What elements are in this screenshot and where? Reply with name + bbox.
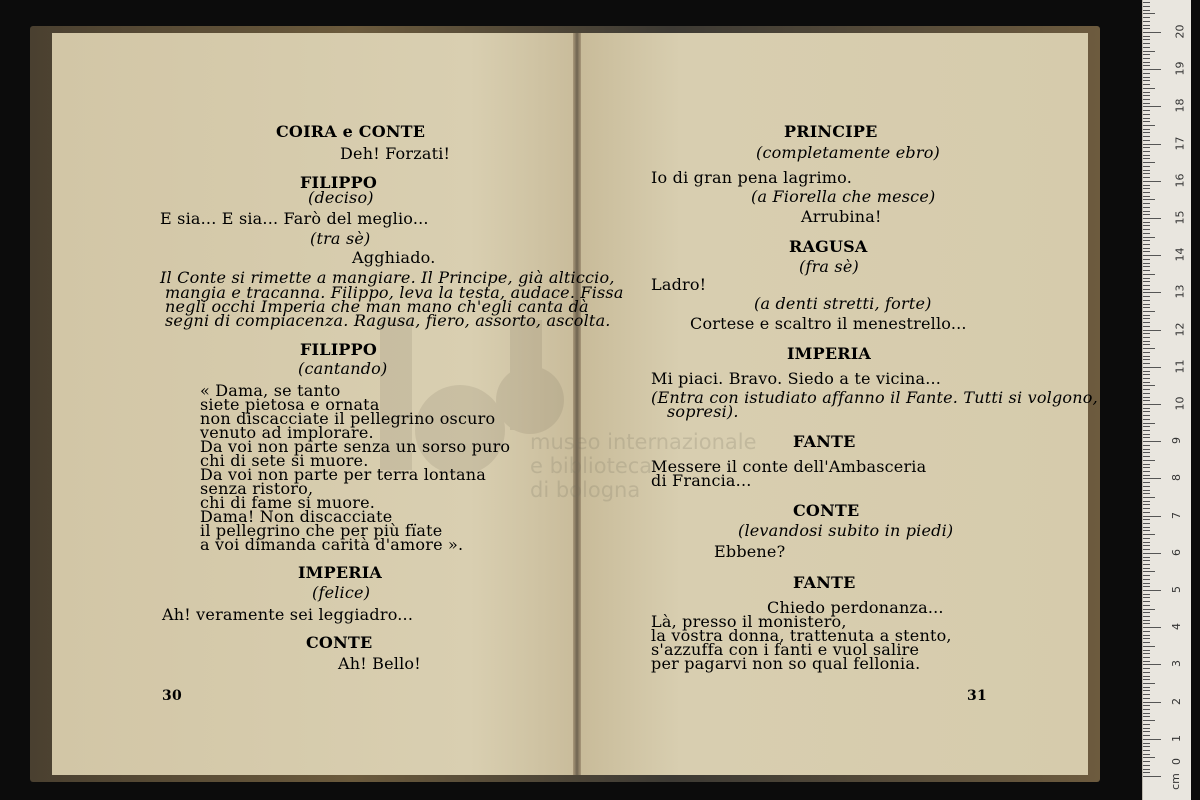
- watermark-line: di bologna: [530, 478, 641, 502]
- ruler-tick: [1143, 519, 1150, 520]
- ruler-tick: [1143, 508, 1150, 509]
- ruler-tick: [1143, 434, 1150, 435]
- ruler-tick: [1143, 419, 1150, 420]
- ruler-tick: [1143, 661, 1150, 662]
- ruler-tick: [1143, 13, 1155, 14]
- verse-line: Da voi non parte senza un sorso puro: [200, 437, 511, 456]
- ruler-tick: [1143, 47, 1150, 48]
- ruler-tick: [1143, 144, 1161, 145]
- ruler-tick: [1143, 333, 1150, 334]
- ruler-tick: [1143, 501, 1150, 502]
- ruler-tick: [1143, 478, 1161, 479]
- ruler-number: 19: [1173, 61, 1187, 76]
- ruler-tick: [1143, 367, 1161, 368]
- ruler-tick: [1143, 497, 1155, 498]
- ruler-tick: [1143, 575, 1150, 576]
- ruler-tick: [1143, 616, 1150, 617]
- ruler-tick: [1143, 754, 1150, 755]
- ruler-tick: [1143, 300, 1150, 301]
- ruler-tick: [1143, 43, 1150, 44]
- ruler-tick: [1143, 292, 1161, 293]
- book-gutter: [573, 33, 581, 775]
- ruler-tick: [1143, 32, 1161, 33]
- ruler-number: 7: [1170, 511, 1183, 519]
- watermark-text: [530, 430, 757, 502]
- page-number-left: 30: [162, 688, 182, 704]
- speaker-filippo: FILIPPO: [300, 173, 377, 192]
- ruler-tick: [1143, 173, 1150, 174]
- page-number-right: 31: [967, 688, 987, 704]
- ruler-tick: [1143, 601, 1150, 602]
- dialogue-line: E sia... E sia... Farò del meglio...: [160, 209, 429, 228]
- ruler-tick: [1143, 657, 1150, 658]
- ruler-tick: [1143, 653, 1150, 654]
- ruler-tick: [1143, 445, 1150, 446]
- ruler-tick: [1143, 490, 1150, 491]
- ruler-tick: [1143, 296, 1150, 297]
- ruler-tick: [1143, 393, 1150, 394]
- ruler-tick: [1143, 408, 1150, 409]
- ruler-tick: [1143, 709, 1150, 710]
- ruler-tick: [1143, 724, 1150, 725]
- ruler-tick: [1143, 664, 1161, 665]
- measurement-ruler: [1142, 0, 1191, 800]
- ruler-tick: [1143, 121, 1150, 122]
- ruler-tick: [1143, 583, 1150, 584]
- ruler-tick: [1143, 464, 1150, 465]
- verse-line: chi di fame si muore.: [200, 493, 376, 512]
- ruler-tick: [1143, 564, 1150, 565]
- ruler-tick: [1143, 214, 1150, 215]
- ruler-tick: [1143, 356, 1150, 357]
- ruler-tick: [1143, 512, 1150, 513]
- ruler-tick: [1143, 676, 1150, 677]
- speaker-conte: CONTE: [306, 633, 373, 652]
- ruler-tick: [1143, 772, 1150, 773]
- ruler-tick: [1143, 612, 1150, 613]
- ruler-number: 6: [1170, 548, 1183, 556]
- ruler-tick: [1143, 222, 1150, 223]
- ruler-tick: [1143, 728, 1150, 729]
- ruler-tick: [1143, 720, 1155, 721]
- ruler-tick: [1143, 597, 1150, 598]
- ruler-tick: [1143, 341, 1150, 342]
- ruler-tick: [1143, 36, 1150, 37]
- ruler-tick: [1143, 411, 1150, 412]
- ruler-tick: [1143, 437, 1150, 438]
- ruler-number: 0: [1170, 758, 1183, 765]
- verse-line: la vostra donna, trattenuta a stento,: [651, 626, 952, 645]
- dialogue-line: Arrubina!: [801, 207, 882, 226]
- ruler-tick: [1143, 185, 1150, 186]
- dialogue-line: Messere il conte dell'Ambasceria: [651, 457, 927, 476]
- verse-line: per pagarvi non so qual fellonia.: [651, 654, 921, 673]
- ruler-tick: [1143, 255, 1161, 256]
- ruler-tick: [1143, 58, 1150, 59]
- ruler-tick: [1143, 125, 1155, 126]
- verse-line: « Dama, se tanto: [200, 381, 341, 400]
- ruler-tick: [1143, 538, 1150, 539]
- ruler-tick: [1143, 460, 1155, 461]
- ruler-tick: [1143, 739, 1161, 740]
- verse-line: a voi dimanda carità d'amore ».: [200, 535, 464, 554]
- ruler-tick: [1143, 542, 1150, 543]
- stage-direction: (completamente ebro): [756, 143, 940, 162]
- ruler-tick: [1143, 192, 1150, 193]
- ruler-tick: [1143, 363, 1150, 364]
- ruler-number: 14: [1173, 247, 1187, 262]
- ruler-tick: [1143, 404, 1161, 405]
- ruler-tick: [1143, 683, 1155, 684]
- speaker-fante: FANTE: [793, 432, 856, 451]
- verse-line: Là, presso il monistero,: [651, 612, 847, 631]
- speaker-conte: CONTE: [793, 501, 860, 520]
- ruler-number: 3: [1170, 660, 1183, 668]
- ruler-tick: [1143, 590, 1161, 591]
- verse-line: siete pietosa e ornata: [200, 395, 380, 414]
- ruler-number: 1: [1170, 734, 1183, 742]
- ruler-tick: [1143, 281, 1150, 282]
- ruler-tick: [1143, 523, 1150, 524]
- ruler-tick: [1143, 274, 1155, 275]
- ruler-tick: [1143, 6, 1150, 7]
- dialogue-line: Agghiado.: [352, 248, 436, 267]
- speaker-imperia: IMPERIA: [787, 344, 872, 363]
- watermark-line: museo internazionale: [530, 430, 757, 454]
- verse-line: chi di sete si muore.: [200, 451, 369, 470]
- ruler-tick: [1143, 560, 1150, 561]
- speaker-ragusa: RAGUSA: [789, 237, 868, 256]
- ruler-tick: [1143, 761, 1150, 762]
- ruler-tick: [1143, 571, 1155, 572]
- ruler-tick: [1143, 605, 1150, 606]
- ruler-tick: [1143, 278, 1150, 279]
- ruler-tick: [1143, 322, 1150, 323]
- ruler-tick: [1143, 140, 1150, 141]
- ruler-tick: [1143, 207, 1150, 208]
- stage-direction: (tra sè): [310, 229, 371, 248]
- ruler-tick: [1143, 103, 1150, 104]
- ruler-tick: [1143, 285, 1150, 286]
- ruler-tick: [1143, 698, 1150, 699]
- ruler-tick: [1143, 534, 1155, 535]
- ruler-tick: [1143, 21, 1150, 22]
- ruler-tick: [1143, 199, 1155, 200]
- dialogue-line: di Francia...: [651, 471, 752, 490]
- ruler-unit: cm: [1168, 773, 1182, 790]
- stage-direction: Il Conte si rimette a mangiare. Il Principe, già alticcio,: [160, 268, 615, 287]
- ruler-tick: [1143, 95, 1150, 96]
- speaker-coira-conte: COIRA e CONTE: [276, 122, 426, 141]
- ruler-tick: [1143, 330, 1161, 331]
- ruler-tick: [1143, 452, 1150, 453]
- ruler-tick: [1143, 132, 1150, 133]
- ruler-tick: [1143, 17, 1150, 18]
- ruler-tick: [1143, 545, 1150, 546]
- stage-direction: (deciso): [308, 188, 374, 207]
- ruler-tick: [1143, 746, 1150, 747]
- ruler-tick: [1143, 389, 1150, 390]
- ruler-tick: [1143, 25, 1150, 26]
- ruler-tick: [1143, 158, 1150, 159]
- stage-direction: sopresi).: [667, 402, 739, 421]
- ruler-tick: [1143, 586, 1150, 587]
- ruler-number: 11: [1173, 359, 1187, 374]
- ruler-tick: [1143, 516, 1161, 517]
- ruler-tick: [1143, 456, 1150, 457]
- ruler-tick: [1143, 344, 1150, 345]
- dialogue-line: Ebbene?: [714, 542, 786, 561]
- ruler-tick: [1143, 609, 1155, 610]
- ruler-tick: [1143, 270, 1150, 271]
- ruler-tick: [1143, 225, 1150, 226]
- speaker-imperia: IMPERIA: [298, 563, 383, 582]
- ruler-number: 20: [1173, 24, 1187, 39]
- ruler-tick: [1143, 702, 1161, 703]
- ruler-tick: [1143, 318, 1150, 319]
- ruler-tick: [1143, 430, 1150, 431]
- ruler-tick: [1143, 251, 1150, 252]
- verse-line: s'azzuffa con i fanti e vuol salire: [651, 640, 920, 659]
- ruler-tick: [1143, 211, 1150, 212]
- ruler-tick: [1143, 423, 1155, 424]
- ruler-tick: [1143, 2, 1150, 3]
- stage-direction: (cantando): [298, 359, 388, 378]
- ruler-tick: [1143, 493, 1150, 494]
- ruler-tick: [1143, 166, 1150, 167]
- ruler-tick: [1143, 73, 1150, 74]
- ruler-number: 15: [1173, 210, 1187, 225]
- ruler-tick: [1143, 136, 1150, 137]
- dialogue-line: Ah! Bello!: [338, 654, 421, 673]
- ruler-tick: [1143, 240, 1150, 241]
- ruler-tick: [1143, 92, 1150, 93]
- stage-direction: (fra sè): [799, 257, 859, 276]
- ruler-number: 2: [1170, 697, 1183, 705]
- speaker-fante: FANTE: [793, 573, 856, 592]
- dialogue-line: Ladro!: [651, 275, 707, 294]
- ruler-tick: [1143, 694, 1150, 695]
- ruler-tick: [1143, 99, 1150, 100]
- ruler-tick: [1143, 155, 1150, 156]
- dialogue-line: Ah! veramente sei leggiadro...: [162, 605, 414, 624]
- ruler-tick: [1143, 170, 1150, 171]
- ruler-tick: [1143, 467, 1150, 468]
- stage-direction: (a denti stretti, forte): [754, 294, 932, 313]
- ruler-tick: [1143, 118, 1150, 119]
- ruler-tick: [1143, 627, 1161, 628]
- dialogue-line: Deh! Forzati!: [340, 144, 451, 163]
- ruler-tick: [1143, 371, 1150, 372]
- ruler-tick: [1143, 110, 1150, 111]
- ruler-number: 8: [1170, 474, 1183, 482]
- ruler-tick: [1143, 10, 1150, 11]
- ruler-tick: [1143, 415, 1150, 416]
- ruler-tick: [1143, 203, 1150, 204]
- ruler-tick: [1143, 162, 1155, 163]
- ruler-tick: [1143, 642, 1150, 643]
- stage-direction: negli occhi Imperia che man mano ch'egli canta dà: [165, 297, 589, 316]
- ruler-tick: [1143, 69, 1161, 70]
- dialogue-line: Mi piaci. Bravo. Siedo a te vicina...: [651, 369, 942, 388]
- ruler-tick: [1143, 631, 1150, 632]
- ruler-tick: [1143, 88, 1155, 89]
- ruler-tick: [1143, 397, 1150, 398]
- speaker-principe: PRINCIPE: [784, 122, 878, 141]
- ruler-tick: [1143, 382, 1150, 383]
- ruler-tick: [1143, 400, 1150, 401]
- ruler-tick: [1143, 623, 1150, 624]
- ruler-tick: [1143, 757, 1155, 758]
- ruler-tick: [1143, 426, 1150, 427]
- ruler-tick: [1143, 348, 1155, 349]
- ruler-tick: [1143, 486, 1150, 487]
- ruler-tick: [1143, 731, 1150, 732]
- stage-direction: (felice): [312, 583, 371, 602]
- ruler-tick: [1143, 263, 1150, 264]
- ruler-tick: [1143, 650, 1150, 651]
- ruler-tick: [1143, 504, 1150, 505]
- ruler-tick: [1143, 244, 1150, 245]
- ruler-tick: [1143, 359, 1150, 360]
- ruler-tick: [1143, 705, 1150, 706]
- ruler-tick: [1143, 568, 1150, 569]
- ruler-number: 13: [1173, 284, 1187, 299]
- ruler-tick: [1143, 750, 1150, 751]
- ruler-tick: [1143, 311, 1155, 312]
- dialogue-line: Io di gran pena lagrimo.: [651, 168, 853, 187]
- ruler-tick: [1143, 776, 1161, 777]
- ruler-tick: [1143, 28, 1150, 29]
- ruler-tick: [1143, 769, 1150, 770]
- ruler-tick: [1143, 106, 1161, 107]
- ruler-tick: [1143, 337, 1150, 338]
- ruler-number: 16: [1173, 173, 1187, 188]
- ruler-number: 17: [1173, 136, 1187, 151]
- ruler-number: 4: [1170, 623, 1183, 631]
- verse-line: Da voi non parte per terra lontana: [200, 465, 487, 484]
- ruler-tick: [1143, 65, 1150, 66]
- ruler-tick: [1143, 196, 1150, 197]
- ruler-tick: [1143, 765, 1150, 766]
- ruler-tick: [1143, 530, 1150, 531]
- stage-direction: (levandosi subito in piedi): [738, 521, 954, 540]
- ruler-tick: [1143, 378, 1150, 379]
- ruler-tick: [1143, 229, 1150, 230]
- ruler-tick: [1143, 304, 1150, 305]
- ruler-tick: [1143, 527, 1150, 528]
- ruler-number: 9: [1170, 437, 1183, 445]
- ruler-tick: [1143, 147, 1150, 148]
- verse-line: non discacciate il pellegrino oscuro: [200, 409, 496, 428]
- ruler-tick: [1143, 181, 1161, 182]
- ruler-tick: [1143, 352, 1150, 353]
- ruler-tick: [1143, 385, 1155, 386]
- watermark-line: e biblioteca: [530, 454, 653, 478]
- ruler-tick: [1143, 672, 1150, 673]
- ruler-tick: [1143, 687, 1150, 688]
- verse-line: venuto ad implorare.: [200, 423, 374, 442]
- ruler-tick: [1143, 620, 1150, 621]
- ruler-number: 10: [1173, 396, 1187, 411]
- verse-line: Dama! Non discacciate: [200, 507, 393, 526]
- ruler-tick: [1143, 259, 1150, 260]
- dialogue-line: Cortese e scaltro il menestrello...: [690, 314, 967, 333]
- ruler-tick: [1143, 51, 1155, 52]
- ruler-tick: [1143, 289, 1150, 290]
- ruler-tick: [1143, 646, 1155, 647]
- ruler-number: 18: [1173, 98, 1187, 113]
- ruler-tick: [1143, 218, 1161, 219]
- ruler-tick: [1143, 237, 1155, 238]
- ruler-tick: [1143, 77, 1150, 78]
- ruler-tick: [1143, 735, 1150, 736]
- ruler-tick: [1143, 549, 1150, 550]
- ruler-tick: [1143, 84, 1150, 85]
- ruler-tick: [1143, 326, 1150, 327]
- ruler-tick: [1143, 315, 1150, 316]
- dialogue-line: Chiedo perdonanza...: [767, 598, 944, 617]
- verse-line: il pellegrino che per più fïate: [200, 521, 443, 540]
- ruler-tick: [1143, 668, 1150, 669]
- ruler-tick: [1143, 233, 1150, 234]
- ruler-tick: [1143, 129, 1150, 130]
- ruler-tick: [1143, 716, 1150, 717]
- ruler-number: 5: [1170, 586, 1183, 593]
- ruler-tick: [1143, 248, 1150, 249]
- ruler-tick: [1143, 188, 1150, 189]
- ruler-tick: [1143, 482, 1150, 483]
- ruler-tick: [1143, 307, 1150, 308]
- ruler-tick: [1143, 449, 1150, 450]
- ruler-tick: [1143, 266, 1150, 267]
- stage-direction: (a Fiorella che mesce): [751, 187, 936, 206]
- ruler-tick: [1143, 80, 1150, 81]
- stage-direction: segni di compiacenza. Ragusa, fiero, assorto, ascolta.: [165, 311, 611, 330]
- ruler-tick: [1143, 713, 1150, 714]
- ruler-tick: [1143, 471, 1150, 472]
- ruler-tick: [1143, 39, 1150, 40]
- ruler-tick: [1143, 690, 1150, 691]
- ruler-tick: [1143, 54, 1150, 55]
- ruler-tick: [1143, 553, 1161, 554]
- ruler-tick: [1143, 151, 1150, 152]
- ruler-tick: [1143, 177, 1150, 178]
- ruler-tick: [1143, 475, 1150, 476]
- ruler-tick: [1143, 62, 1150, 63]
- ruler-tick: [1143, 557, 1150, 558]
- ruler-tick: [1143, 679, 1150, 680]
- ruler-tick: [1143, 114, 1150, 115]
- ruler-tick: [1143, 635, 1150, 636]
- ruler-number: 12: [1173, 322, 1187, 337]
- ruler-tick: [1143, 638, 1150, 639]
- ruler-tick: [1143, 743, 1150, 744]
- verse-line: senza ristoro,: [200, 479, 314, 498]
- stage-direction: (Entra con istudiato affanno il Fante. Tutti si volgono,: [651, 388, 1098, 407]
- ruler-tick: [1143, 579, 1150, 580]
- ruler-tick: [1143, 441, 1161, 442]
- ruler-tick: [1143, 594, 1150, 595]
- stage-direction: mangia e tracanna. Filippo, leva la testa, audace. Fissa: [165, 283, 624, 302]
- speaker-filippo: FILIPPO: [300, 340, 377, 359]
- ruler-tick: [1143, 374, 1150, 375]
